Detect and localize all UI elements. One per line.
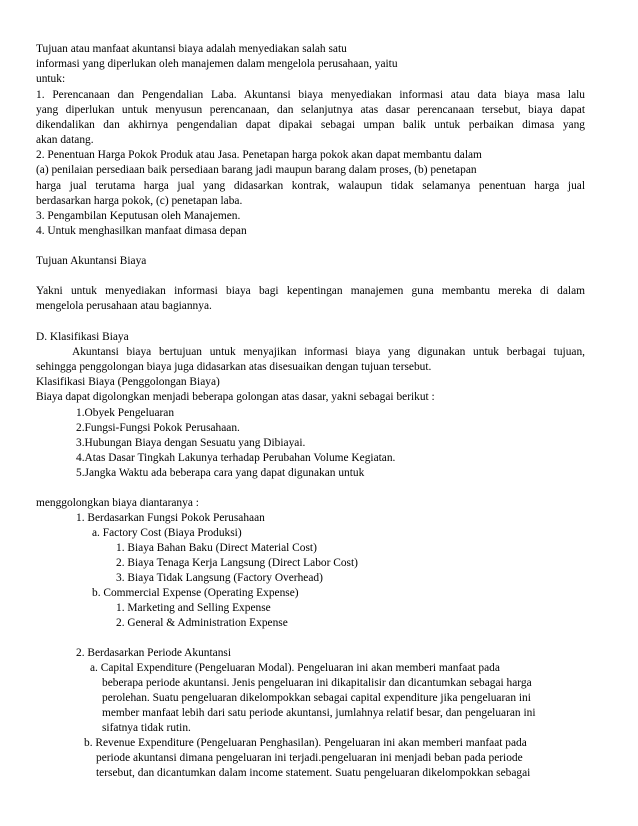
- section-heading: Tujuan Akuntansi Biaya: [36, 255, 147, 267]
- list-item: 4.Atas Dasar Tingkah Lakunya terhadap Perubahan Volume Kegiatan.: [76, 452, 396, 464]
- goal-2-line: 2. Penentuan Harga Pokok Produk atau Jasa. Penetapan harga pokok akan dapat membantu dalam: [36, 149, 482, 161]
- paragraph-line: Biaya dapat digolongkan menjadi beberapa golongan atas dasar, yakni sebagai berikut :: [36, 391, 435, 403]
- list-item: 1.Obyek Pengeluaran: [76, 407, 175, 419]
- list-item: b. Commercial Expense (Operating Expense): [92, 587, 299, 599]
- sub-heading: Klasifikasi Biaya (Penggolongan Biaya): [36, 376, 220, 388]
- list-item: 1. Biaya Bahan Baku (Direct Material Cost): [116, 542, 317, 554]
- goal-1-line: akan datang.: [36, 134, 94, 146]
- list-item: 2. Biaya Tenaga Kerja Langsung (Direct Labor Cost): [116, 557, 358, 569]
- list-item: sifatnya tidak rutin.: [102, 722, 191, 734]
- list-item: 2.Fungsi-Fungsi Pokok Perusahaan.: [76, 422, 240, 434]
- paragraph-line: mengelola perusahaan atau bagiannya.: [36, 300, 212, 312]
- paragraph-line: Akuntansi biaya bertujuan untuk menyajikan informasi biaya yang digunakan untuk berbagai tujuan,: [72, 346, 585, 358]
- goal-2-line: harga jual terutama harga jual yang didasarkan kontrak, walaupun tidak selamanya penentuan harga jual: [36, 180, 585, 192]
- list-item: member manfaat lebih dari satu periode akuntansi, jumlahnya relatif besar, dan pengeluaran ini: [102, 707, 536, 719]
- goal-3-line: 3. Pengambilan Keputusan oleh Manajemen.: [36, 210, 241, 222]
- list-heading: 1. Berdasarkan Fungsi Pokok Perusahaan: [76, 512, 265, 524]
- list-item: periode akuntansi dimana pengeluaran ini terjadi.pengeluaran ini menjadi beban pada periode: [96, 752, 523, 764]
- list-item: 2. General & Administration Expense: [116, 617, 288, 629]
- intro-line: untuk:: [36, 73, 66, 85]
- list-item: beberapa periode akuntansi. Jenis pengeluaran ini dikapitalisir dan dicantumkan sebagai harga: [102, 677, 532, 689]
- paragraph-line: menggolongkan biaya diantaranya :: [36, 497, 199, 509]
- goal-1-line: yang diperlukan untuk menyusun perencanaan, dan selanjutnya atas dasar perencanaan tersebut, biaya dapat: [36, 104, 585, 116]
- list-item: perolehan. Suatu pengeluaran dikelompokkan sebagai capital expenditure jika pengeluaran ini: [102, 692, 531, 704]
- paragraph-line: Yakni untuk menyediakan informasi biaya bagi kepentingan manajemen guna membantu mereka di dalam: [36, 285, 585, 297]
- goal-2-line: (a) penilaian persediaan baik persediaan barang jadi maupun barang dalam proses, (b) penetapan: [36, 164, 477, 176]
- list-item: 5.Jangka Waktu ada beberapa cara yang dapat digunakan untuk: [76, 467, 365, 479]
- list-item: a. Capital Expenditure (Pengeluaran Modal). Pengeluaran ini akan memberi manfaat pada: [90, 662, 500, 674]
- paragraph-line: sehingga penggolongan biaya juga didasarkan atas disesuaikan dengan tujuan tersebut.: [36, 361, 432, 373]
- intro-line: informasi yang diperlukan oleh manajemen dalam mengelola perusahaan, yaitu: [36, 58, 398, 70]
- list-item: b. Revenue Expenditure (Pengeluaran Penghasilan). Pengeluaran ini akan memberi manfaat pada: [84, 737, 527, 749]
- list-item: 1. Marketing and Selling Expense: [116, 602, 271, 614]
- section-heading: D. Klasifikasi Biaya: [36, 331, 129, 343]
- goal-2-line: berdasarkan harga pokok, (c) penetapan laba.: [36, 195, 243, 207]
- goal-4-line: 4. Untuk menghasilkan manfaat dimasa depan: [36, 225, 247, 237]
- list-item: tersebut, dan dicantumkan dalam income statement. Suatu pengeluaran dikelompokkan sebagai: [96, 767, 531, 779]
- list-item: 3.Hubungan Biaya dengan Sesuatu yang Dibiayai.: [76, 437, 306, 449]
- goal-1-line: 1. Perencanaan dan Pengendalian Laba. Akuntansi biaya menyediakan informasi atau data biaya masa lalu: [36, 89, 585, 101]
- list-item: 3. Biaya Tidak Langsung (Factory Overhead): [116, 572, 323, 584]
- goal-1-line: dikendalikan dan akhirnya pengendalian dapat dipakai sebagai umpan balik untuk perbaikan dimasa yang: [36, 119, 585, 131]
- list-item: a. Factory Cost (Biaya Produksi): [92, 527, 242, 539]
- list-heading: 2. Berdasarkan Periode Akuntansi: [76, 647, 232, 659]
- intro-line: Tujuan atau manfaat akuntansi biaya adalah menyediakan salah satu: [36, 43, 347, 55]
